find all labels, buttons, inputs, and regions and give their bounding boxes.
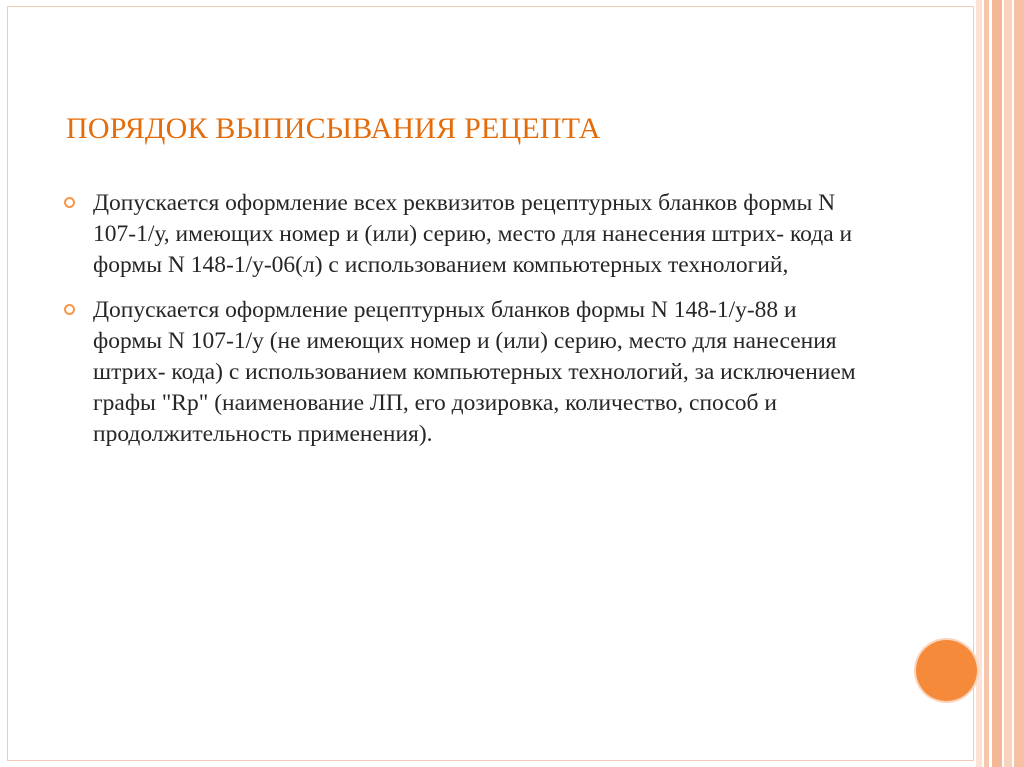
bullet-circle-icon	[64, 304, 75, 315]
bullet-list	[64, 188, 864, 464]
slide-title: ПОРЯДОК ВЫПИСЫВАНИЯ РЕЦЕПТА	[66, 112, 601, 145]
decorative-stripes	[976, 0, 1024, 767]
stripe	[1004, 0, 1012, 767]
stripe	[1014, 0, 1024, 767]
bullet-item	[64, 188, 864, 281]
bullet-item	[64, 295, 864, 450]
stripe	[992, 0, 1002, 767]
decorative-circle-icon	[916, 640, 977, 701]
bullet-text: Допускается оформление рецептурных бланков формы N 148-1/у-88 и формы N 107-1/у (не имеющих номер и (или) серию, место для нанесения штрих- кода) с использованием компьютерных технологий, за исключением графы "Rp" (наименование ЛП, его дозировка, количество, способ и продолжительность применения).	[93, 297, 856, 447]
bullet-text: Допускается оформление всех реквизитов рецептурных бланков формы N 107-1/у, имеющих номер и (или) серию, место для нанесения штрих- кода и формы N 148-1/у-06(л) с использованием компьютерных технологий,	[93, 190, 853, 278]
bullet-circle-icon	[64, 197, 75, 208]
